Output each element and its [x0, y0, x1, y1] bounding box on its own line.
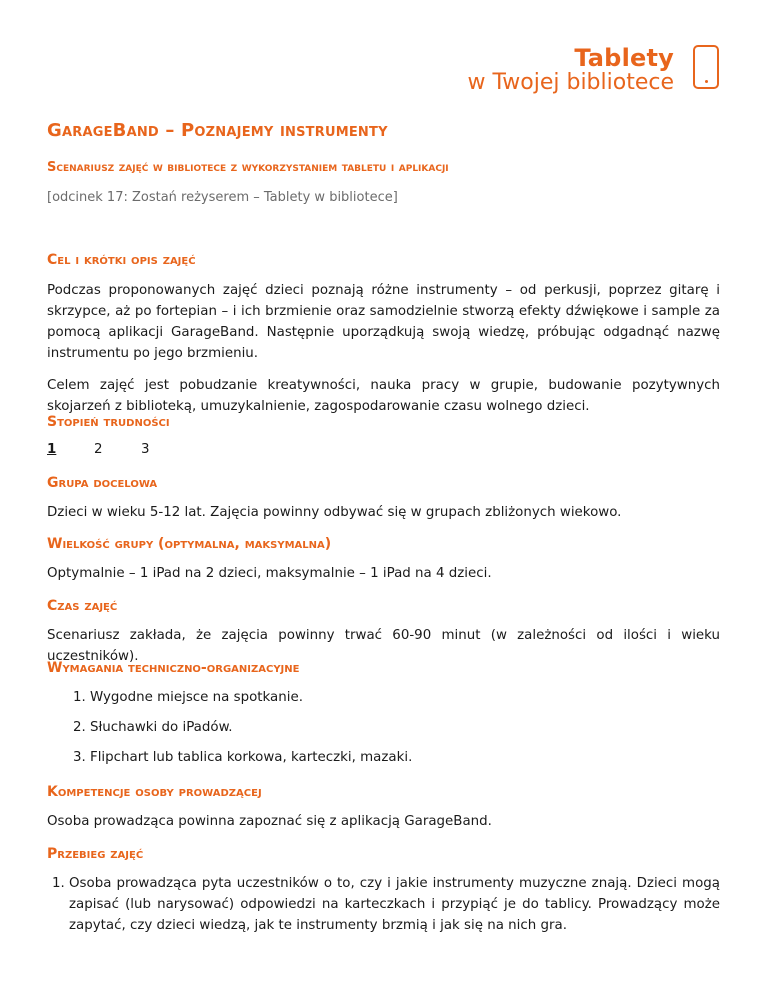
size-text: Optymalnie – 1 iPad na 2 dzieci, maksymalnie – 1 iPad na 4 dzieci. [47, 566, 492, 581]
list-item: 2. Słuchawki do iPadów. [90, 717, 720, 747]
goal-paragraph-1: Podczas proponowanych zajęć dzieci poznają różne instrumenty – od perkusji, poprzez gitarę i skrzypce, aż po fortepian – i ich brzmienie oraz samodzielnie stworzą efekty dźwiękowe i sample za pomocą aplikacji GarageBand. Następnie uporządkują swoją wiedzę, próbując odgadnąć nazwę instrumentu po jego brzmieniu. [47, 283, 720, 361]
section-heading: Grupa docelowa [47, 475, 158, 491]
section-course [47, 846, 720, 936]
section-heading: Kompetencje osoby prowadzącej [47, 784, 262, 800]
section-requirements [47, 660, 720, 777]
brand-line2: w Twojej bibliotece [467, 70, 674, 96]
section-heading: Stopień trudności [47, 414, 170, 430]
list-item: 1. Osoba prowadząca pyta uczestników o to, czy i jakie instrumenty muzyczne znają. Dzieci mogą zapisać (lub narysować) odpowiedzi na karteczkach i przypiąć je do tablicy. Prowadzący może zapytać, czy dzieci wiedzą, jak te instrumenty brzmią i jak się na nich gra. [69, 873, 720, 936]
section-difficulty [47, 414, 720, 457]
episode-note: [odcinek 17: Zostań reżyserem – Tablety w bibliotece] [47, 190, 398, 205]
section-time [47, 598, 720, 667]
time-text: Scenariusz zakłada, że zajęcia powinny trwać 60-90 minut (w zależności od ilości i wieku uczestników). [47, 628, 720, 664]
section-size [47, 536, 720, 584]
section-heading: Wymagania techniczno-organizacyjne [47, 660, 300, 676]
section-heading: Czas zajęć [47, 598, 118, 614]
page-title: GarageBand – Poznajemy instrumenty [47, 120, 388, 141]
section-competence [47, 784, 720, 832]
section-heading: Cel i krótki opis zajęć [47, 252, 196, 268]
brand-line1: Tablety [574, 44, 674, 72]
section-heading: Wielkość grupy (optymalna, maksymalna) [47, 536, 332, 552]
target-text: Dzieci w wieku 5-12 lat. Zajęcia powinny odbywać się w grupach zbliżonych wiekowo. [47, 505, 622, 520]
difficulty-level-selected: 1 [47, 442, 57, 457]
subtitle: Scenariusz zajęć w bibliotece z wykorzystaniem tabletu i aplikacji [47, 160, 449, 175]
goal-paragraph-2: Celem zajęć jest pobudzanie kreatywności, nauka pracy w grupie, budowanie pozytywnych skojarzeń z biblioteką, umuzykalnienie, zagospodarowanie czasu wolnego dzieci. [47, 378, 720, 414]
requirements-list [47, 687, 720, 777]
section-heading: Przebieg zajęć [47, 846, 144, 862]
list-item: 3. Flipchart lub tablica korkowa, karteczki, mazaki. [90, 747, 720, 777]
course-list [47, 873, 720, 936]
section-goal [47, 252, 720, 417]
list-item: 1. Wygodne miejsce na spotkanie. [90, 687, 720, 717]
difficulty-levels [47, 442, 720, 457]
brand-logo [467, 46, 674, 94]
difficulty-level: 3 [141, 442, 150, 457]
difficulty-level: 2 [94, 442, 103, 457]
section-target [47, 475, 720, 523]
competence-text: Osoba prowadząca powinna zapoznać się z aplikacją GarageBand. [47, 814, 492, 829]
tablet-icon [693, 45, 719, 89]
